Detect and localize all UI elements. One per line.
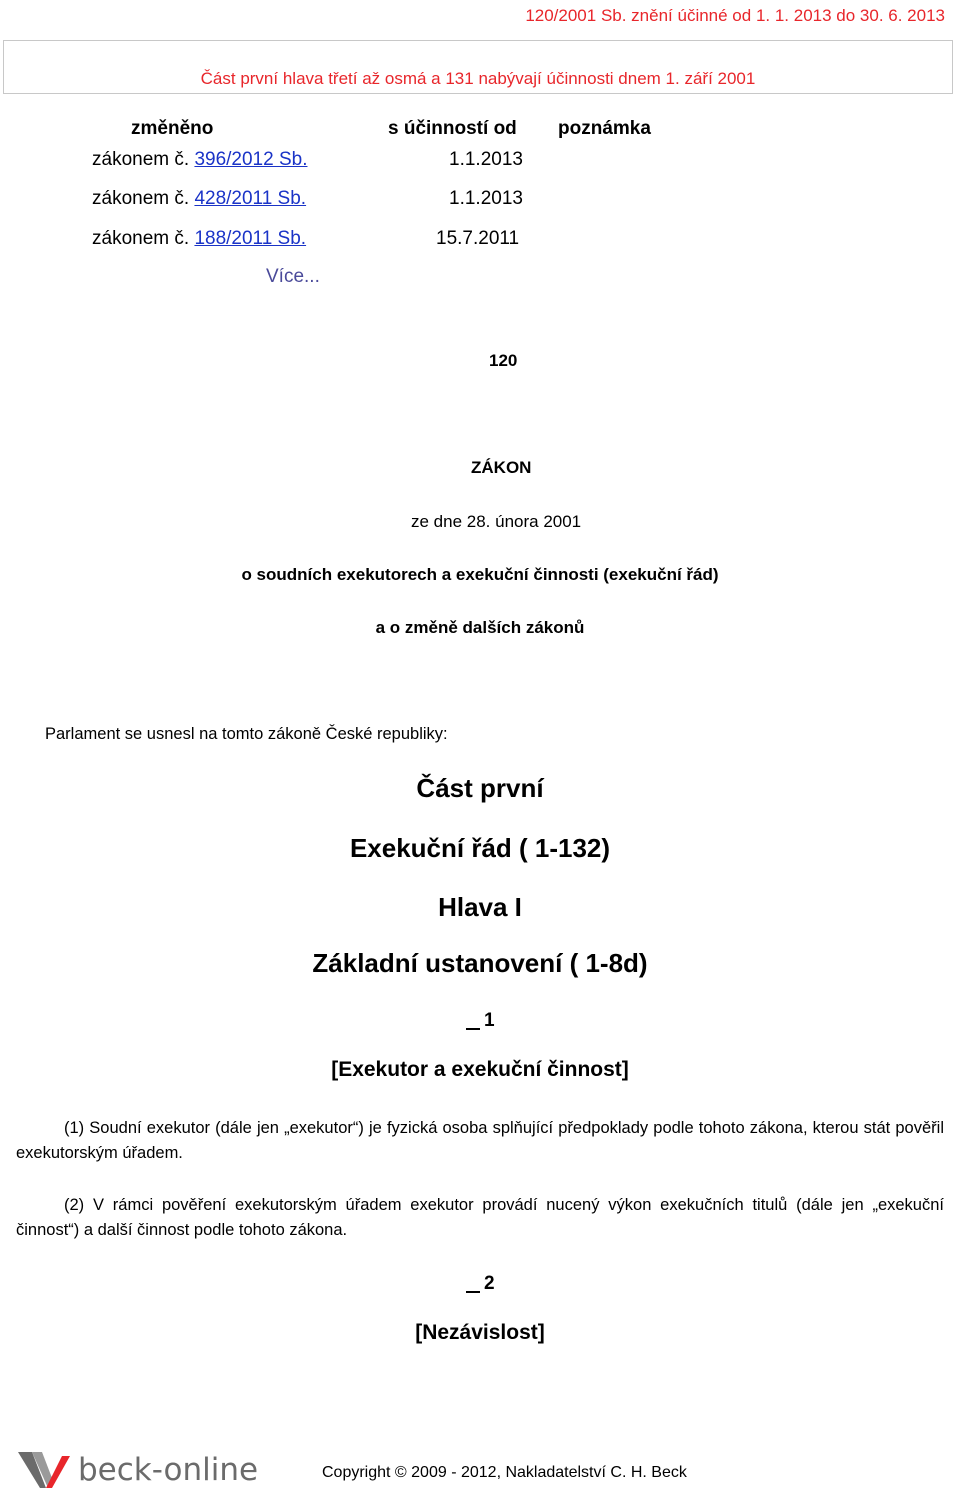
- change-row: [92, 149, 307, 171]
- section-1-title: [Exekutor a exekuční činnost]: [331, 1058, 629, 1081]
- law-subject-2: a o změně dalších zákonů: [375, 618, 585, 637]
- section-2-number: 2: [466, 1269, 495, 1295]
- change-date: 1.1.2013: [449, 188, 523, 209]
- beck-online-logo: [16, 1448, 258, 1492]
- law-link[interactable]: 188/2011 Sb.: [194, 228, 307, 249]
- copyright: Copyright © 2009 - 2012, Nakladatelství C. H. Beck: [322, 1464, 687, 1481]
- law-link[interactable]: 428/2011 Sb.: [194, 188, 307, 209]
- change-prefix: zákonem č.: [92, 228, 190, 249]
- effect-note: Část první hlava třetí až osmá a 131 nabývají účinnosti dnem 1. září 2001: [200, 69, 756, 88]
- change-row: [92, 228, 306, 250]
- law-subject: o soudních exekutorech a exekuční činnosti (exekuční řád): [241, 565, 719, 584]
- change-prefix: zákonem č.: [92, 188, 190, 209]
- col-header-effective: s účinností od: [388, 118, 517, 139]
- col-header-note: poznámka: [558, 118, 651, 139]
- head-title: Základní ustanovení ( 1-8d): [312, 948, 648, 978]
- change-prefix: zákonem č.: [92, 149, 190, 170]
- section-1-paragraph-1: (1) Soudní exekutor (dále jen „exekutor“) je fyzická osoba splňující předpoklady podle tohoto zákona, kterou stát pověřil exekutorským úřadem.: [16, 1119, 944, 1162]
- change-date: 15.7.2011: [436, 228, 520, 249]
- preamble: Parlament se usnesl na tomto zákoně České republiky:: [45, 725, 448, 743]
- change-date: 1.1.2013: [449, 149, 523, 170]
- part-title: Exekuční řád ( 1-132): [349, 833, 611, 863]
- beck-logo-icon: [16, 1448, 74, 1492]
- head-heading: Hlava I: [438, 892, 522, 922]
- logo-text: beck-online: [78, 1452, 259, 1488]
- law-number: 120: [489, 351, 518, 370]
- section-mark-icon: [466, 1006, 480, 1030]
- more-link[interactable]: Více...: [266, 266, 320, 287]
- law-link[interactable]: 396/2012 Sb.: [194, 149, 308, 170]
- section-1-number: 1: [466, 1006, 495, 1032]
- law-kind: ZÁKON: [471, 458, 532, 477]
- law-date: ze dne 28. února 2001: [411, 512, 582, 531]
- part-heading: Část první: [416, 773, 544, 803]
- col-header-changed: změněno: [131, 118, 214, 139]
- section-1-paragraph-2: (2) V rámci pověření exekutorským úřadem exekutor provádí nucený výkon exekučních titulů (dále jen „exekuční činnost“) a další činnost podle tohoto zákona.: [16, 1196, 944, 1239]
- version-line: 120/2001 Sb. znění účinné od 1. 1. 2013 do 30. 6. 2013: [525, 6, 945, 25]
- change-row: [92, 188, 306, 210]
- section-2-title: [Nezávislost]: [415, 1321, 545, 1344]
- effect-note-box: [3, 40, 953, 94]
- section-mark-icon: [466, 1269, 480, 1293]
